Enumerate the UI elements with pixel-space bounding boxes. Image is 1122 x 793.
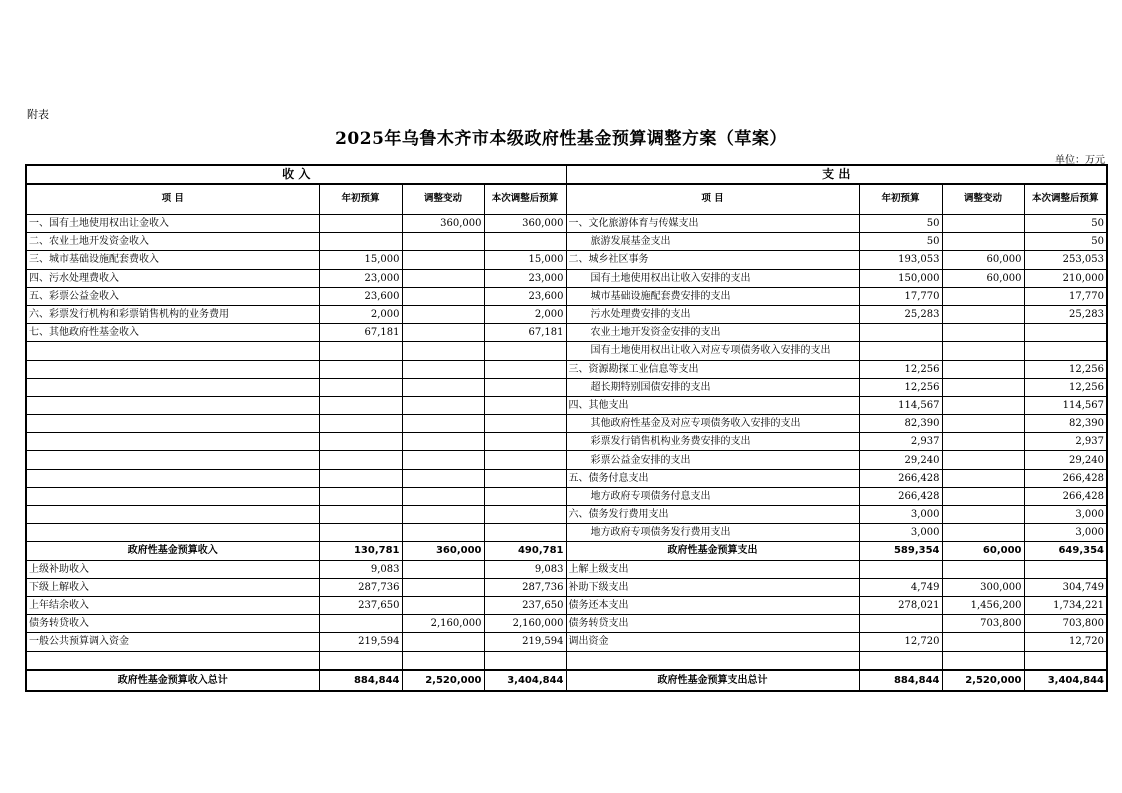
expense-change-cell: [942, 360, 1024, 378]
expense-item-cell: 旅游发展基金支出: [566, 233, 859, 251]
expense-item-cell: 上解上级支出: [566, 560, 859, 578]
expense-initial-cell: 266,428: [859, 487, 942, 505]
expense-item-cell: 三、资源勘探工业信息等支出: [566, 360, 859, 378]
expense-item-cell: 补助下级支出: [566, 578, 859, 596]
income-initial-cell: [319, 451, 402, 469]
expense-change-cell: 60,000: [942, 251, 1024, 269]
expense-adjusted-cell: 3,404,844: [1024, 670, 1107, 691]
income-initial-cell: 219,594: [319, 633, 402, 651]
income-initial-cell: [319, 396, 402, 414]
expense-adjusted-cell: 12,256: [1024, 360, 1107, 378]
expense-item-cell: 政府性基金预算支出: [566, 542, 859, 560]
income-change-cell: [402, 251, 484, 269]
expense-initial-cell: 12,720: [859, 633, 942, 651]
income-adjusted-cell: 360,000: [484, 215, 566, 233]
expense-initial-cell: [859, 651, 942, 670]
budget-table: [25, 164, 1108, 692]
income-adjusted-cell: [484, 415, 566, 433]
income-adjusted-cell: [484, 469, 566, 487]
expense-initial-cell: 17,770: [859, 287, 942, 305]
table-row: [26, 651, 1107, 670]
expense-initial-cell: 266,428: [859, 469, 942, 487]
page-title: 2025年乌鲁木齐市本级政府性基金预算调整方案（草案）: [335, 129, 787, 149]
table-row: [26, 415, 1107, 433]
income-adjusted-cell: [484, 433, 566, 451]
expense-change-cell: [942, 469, 1024, 487]
income-adjusted-cell: 23,600: [484, 287, 566, 305]
income-initial-header: 年初预算: [319, 184, 402, 215]
expense-adjusted-cell: 29,240: [1024, 451, 1107, 469]
income-item-cell: 政府性基金预算收入总计: [26, 670, 319, 691]
table-row: [26, 451, 1107, 469]
income-adjusted-cell: 287,736: [484, 578, 566, 596]
income-adjusted-cell: 219,594: [484, 633, 566, 651]
expense-change-cell: [942, 215, 1024, 233]
income-change-cell: [402, 469, 484, 487]
expense-adjusted-cell: [1024, 560, 1107, 578]
income-item-cell: [26, 342, 319, 360]
table-row: [26, 633, 1107, 651]
expense-change-cell: [942, 433, 1024, 451]
expense-change-cell: 60,000: [942, 542, 1024, 560]
expense-change-cell: [942, 415, 1024, 433]
expense-change-cell: [942, 378, 1024, 396]
income-initial-cell: 9,083: [319, 560, 402, 578]
expense-adjusted-cell: 12,256: [1024, 378, 1107, 396]
income-initial-cell: 23,000: [319, 269, 402, 287]
income-section-header: 收 入: [26, 165, 566, 184]
table-row: [26, 506, 1107, 524]
income-initial-cell: [319, 415, 402, 433]
income-adjusted-cell: 490,781: [484, 542, 566, 560]
expense-adjusted-cell: 114,567: [1024, 396, 1107, 414]
expense-item-cell: 彩票公益金安排的支出: [566, 451, 859, 469]
expense-initial-cell: [859, 560, 942, 578]
expense-item-cell: 债务还本支出: [566, 596, 859, 614]
expense-initial-cell: 3,000: [859, 506, 942, 524]
income-change-cell: [402, 287, 484, 305]
income-initial-cell: 2,000: [319, 305, 402, 323]
expense-change-cell: [942, 560, 1024, 578]
income-adjusted-cell: [484, 233, 566, 251]
income-change-cell: 360,000: [402, 542, 484, 560]
expense-item-cell: 农业土地开发资金安排的支出: [566, 324, 859, 342]
expense-item-cell: 政府性基金预算支出总计: [566, 670, 859, 691]
income-item-cell: 四、污水处理费收入: [26, 269, 319, 287]
expense-adjusted-cell: 17,770: [1024, 287, 1107, 305]
expense-adjusted-cell: 2,937: [1024, 433, 1107, 451]
expense-item-cell: 二、城乡社区事务: [566, 251, 859, 269]
income-initial-cell: [319, 215, 402, 233]
income-adjusted-cell: 2,000: [484, 305, 566, 323]
income-adjusted-cell: [484, 524, 566, 542]
income-change-cell: [402, 596, 484, 614]
income-item-cell: [26, 451, 319, 469]
income-change-cell: [402, 324, 484, 342]
expense-change-cell: [942, 305, 1024, 323]
expense-item-cell: 国有土地使用权出让收入安排的支出: [566, 269, 859, 287]
expense-change-cell: 300,000: [942, 578, 1024, 596]
income-initial-cell: [319, 524, 402, 542]
expense-item-cell: 调出资金: [566, 633, 859, 651]
expense-item-cell: 五、债务付息支出: [566, 469, 859, 487]
income-item-cell: [26, 360, 319, 378]
expense-initial-cell: 29,240: [859, 451, 942, 469]
income-item-cell: 一、国有土地使用权出让金收入: [26, 215, 319, 233]
expense-adjusted-cell: 266,428: [1024, 487, 1107, 505]
income-item-cell: 上级补助收入: [26, 560, 319, 578]
expense-change-cell: [942, 233, 1024, 251]
income-adjusted-cell: 15,000: [484, 251, 566, 269]
income-adjusted-cell: 3,404,844: [484, 670, 566, 691]
income-adjusted-cell: 23,000: [484, 269, 566, 287]
income-adjusted-cell: 2,160,000: [484, 615, 566, 633]
income-item-cell: [26, 506, 319, 524]
income-item-cell: [26, 433, 319, 451]
expense-item-cell: 地方政府专项债务发行费用支出: [566, 524, 859, 542]
income-change-cell: [402, 487, 484, 505]
expense-initial-cell: [859, 615, 942, 633]
income-initial-cell: [319, 615, 402, 633]
expense-adjusted-cell: 3,000: [1024, 506, 1107, 524]
income-adjusted-cell: 9,083: [484, 560, 566, 578]
expense-section-header: 支 出: [566, 165, 1107, 184]
table-row: [26, 615, 1107, 633]
expense-change-cell: [942, 396, 1024, 414]
income-initial-cell: [319, 360, 402, 378]
expense-change-header: 调整变动: [942, 184, 1024, 215]
expense-item-cell: 债务转贷支出: [566, 615, 859, 633]
expense-change-cell: [942, 487, 1024, 505]
expense-initial-cell: 150,000: [859, 269, 942, 287]
table-row: [26, 524, 1107, 542]
table-row: [26, 269, 1107, 287]
income-initial-cell: [319, 506, 402, 524]
expense-change-cell: 703,800: [942, 615, 1024, 633]
income-item-cell: [26, 396, 319, 414]
table-row: [26, 324, 1107, 342]
expense-adjusted-cell: 1,734,221: [1024, 596, 1107, 614]
income-adjusted-cell: [484, 396, 566, 414]
income-change-cell: [402, 342, 484, 360]
income-item-cell: [26, 651, 319, 670]
table-row: [26, 433, 1107, 451]
income-adjusted-cell: [484, 342, 566, 360]
expense-adjusted-cell: 304,749: [1024, 578, 1107, 596]
table-row: [26, 342, 1107, 360]
table-row: [26, 596, 1107, 614]
expense-adjusted-cell: [1024, 342, 1107, 360]
expense-initial-cell: 193,053: [859, 251, 942, 269]
expense-change-cell: [942, 451, 1024, 469]
expense-change-cell: [942, 287, 1024, 305]
expense-item-cell: [566, 651, 859, 670]
income-initial-cell: 15,000: [319, 251, 402, 269]
income-item-cell: 六、彩票发行机构和彩票销售机构的业务费用: [26, 305, 319, 323]
expense-initial-cell: 12,256: [859, 360, 942, 378]
expense-initial-header: 年初预算: [859, 184, 942, 215]
income-change-cell: 360,000: [402, 215, 484, 233]
expense-initial-cell: 50: [859, 215, 942, 233]
expense-adjusted-cell: 82,390: [1024, 415, 1107, 433]
income-item-cell: [26, 487, 319, 505]
income-initial-cell: [319, 433, 402, 451]
income-item-cell: [26, 524, 319, 542]
income-change-cell: [402, 433, 484, 451]
unit-label: 单位：万元: [1055, 155, 1105, 166]
expense-adjusted-header: 本次调整后预算: [1024, 184, 1107, 215]
expense-initial-cell: 12,256: [859, 378, 942, 396]
income-item-cell: 债务转贷收入: [26, 615, 319, 633]
expense-change-cell: [942, 633, 1024, 651]
table-row: [26, 396, 1107, 414]
expense-adjusted-cell: 266,428: [1024, 469, 1107, 487]
table-row: [26, 287, 1107, 305]
income-initial-cell: 287,736: [319, 578, 402, 596]
income-change-cell: [402, 506, 484, 524]
expense-item-cell: 地方政府专项债务付息支出: [566, 487, 859, 505]
table-row: [26, 378, 1107, 396]
table-row: [26, 305, 1107, 323]
expense-item-cell: 六、债务发行费用支出: [566, 506, 859, 524]
income-change-cell: [402, 360, 484, 378]
expense-change-cell: [942, 506, 1024, 524]
expense-initial-cell: 2,937: [859, 433, 942, 451]
expense-change-cell: 1,456,200: [942, 596, 1024, 614]
income-item-cell: 七、其他政府性基金收入: [26, 324, 319, 342]
income-change-cell: [402, 633, 484, 651]
income-adjusted-cell: 237,650: [484, 596, 566, 614]
expense-initial-cell: [859, 324, 942, 342]
table-row: [26, 469, 1107, 487]
income-change-cell: [402, 396, 484, 414]
income-adjusted-cell: [484, 360, 566, 378]
income-change-cell: 2,160,000: [402, 615, 484, 633]
expense-change-cell: 60,000: [942, 269, 1024, 287]
expense-item-cell: 超长期特别国债安排的支出: [566, 378, 859, 396]
income-initial-cell: 130,781: [319, 542, 402, 560]
expense-initial-cell: 50: [859, 233, 942, 251]
subtotal-row: [26, 542, 1107, 560]
attachment-label: 附表: [27, 108, 49, 121]
expense-item-cell: 四、其他支出: [566, 396, 859, 414]
expense-adjusted-cell: 25,283: [1024, 305, 1107, 323]
income-initial-cell: 23,600: [319, 287, 402, 305]
expense-adjusted-cell: 50: [1024, 215, 1107, 233]
expense-change-cell: [942, 524, 1024, 542]
expense-adjusted-cell: 3,000: [1024, 524, 1107, 542]
income-item-cell: [26, 378, 319, 396]
income-initial-cell: [319, 651, 402, 670]
income-adjusted-cell: [484, 651, 566, 670]
expense-adjusted-cell: 703,800: [1024, 615, 1107, 633]
income-initial-cell: 67,181: [319, 324, 402, 342]
income-item-cell: [26, 469, 319, 487]
income-initial-cell: [319, 233, 402, 251]
income-item-cell: 政府性基金预算收入: [26, 542, 319, 560]
income-item-cell: [26, 415, 319, 433]
expense-initial-cell: 82,390: [859, 415, 942, 433]
table-row: [26, 487, 1107, 505]
income-change-cell: [402, 524, 484, 542]
income-item-header: 项 目: [26, 184, 319, 215]
expense-adjusted-cell: 210,000: [1024, 269, 1107, 287]
expense-change-cell: [942, 342, 1024, 360]
expense-initial-cell: 114,567: [859, 396, 942, 414]
income-adjusted-cell: 67,181: [484, 324, 566, 342]
income-change-cell: [402, 451, 484, 469]
income-adjusted-cell: [484, 378, 566, 396]
expense-adjusted-cell: [1024, 651, 1107, 670]
income-adjusted-cell: [484, 487, 566, 505]
income-change-header: 调整变动: [402, 184, 484, 215]
expense-initial-cell: 25,283: [859, 305, 942, 323]
income-item-cell: 下级上解收入: [26, 578, 319, 596]
table-row: [26, 360, 1107, 378]
income-adjusted-cell: [484, 451, 566, 469]
table-row: [26, 233, 1107, 251]
income-change-cell: [402, 305, 484, 323]
income-initial-cell: [319, 378, 402, 396]
expense-initial-cell: 4,749: [859, 578, 942, 596]
table-row: [26, 578, 1107, 596]
income-change-cell: [402, 578, 484, 596]
expense-item-cell: 一、文化旅游体育与传媒支出: [566, 215, 859, 233]
table-row: [26, 215, 1107, 233]
income-item-cell: 上年结余收入: [26, 596, 319, 614]
expense-adjusted-cell: 253,053: [1024, 251, 1107, 269]
income-initial-cell: [319, 469, 402, 487]
expense-item-cell: 国有土地使用权出让收入对应专项债务收入安排的支出: [566, 342, 859, 360]
expense-change-cell: 2,520,000: [942, 670, 1024, 691]
income-item-cell: 五、彩票公益金收入: [26, 287, 319, 305]
expense-item-cell: 城市基础设施配套费安排的支出: [566, 287, 859, 305]
expense-item-cell: 彩票发行销售机构业务费安排的支出: [566, 433, 859, 451]
income-change-cell: [402, 378, 484, 396]
expense-item-header: 项 目: [566, 184, 859, 215]
expense-change-cell: [942, 651, 1024, 670]
expense-adjusted-cell: 649,354: [1024, 542, 1107, 560]
income-item-cell: 一般公共预算调入资金: [26, 633, 319, 651]
expense-initial-cell: 884,844: [859, 670, 942, 691]
expense-item-cell: 污水处理费安排的支出: [566, 305, 859, 323]
income-initial-cell: 237,650: [319, 596, 402, 614]
expense-adjusted-cell: [1024, 324, 1107, 342]
expense-change-cell: [942, 324, 1024, 342]
grand-total-row: [26, 670, 1107, 691]
income-initial-cell: 884,844: [319, 670, 402, 691]
expense-item-cell: 其他政府性基金及对应专项债务收入安排的支出: [566, 415, 859, 433]
income-change-cell: [402, 560, 484, 578]
expense-initial-cell: 589,354: [859, 542, 942, 560]
income-change-cell: [402, 651, 484, 670]
income-item-cell: 二、农业土地开发资金收入: [26, 233, 319, 251]
income-change-cell: [402, 269, 484, 287]
table-row: [26, 251, 1107, 269]
income-adjusted-header: 本次调整后预算: [484, 184, 566, 215]
income-initial-cell: [319, 342, 402, 360]
column-header-row: [26, 184, 1107, 215]
income-item-cell: 三、城市基础设施配套费收入: [26, 251, 319, 269]
expense-initial-cell: [859, 342, 942, 360]
expense-initial-cell: 3,000: [859, 524, 942, 542]
table-row: [26, 560, 1107, 578]
income-initial-cell: [319, 487, 402, 505]
section-header-row: [26, 165, 1107, 184]
income-change-cell: 2,520,000: [402, 670, 484, 691]
expense-adjusted-cell: 50: [1024, 233, 1107, 251]
expense-initial-cell: 278,021: [859, 596, 942, 614]
income-change-cell: [402, 233, 484, 251]
income-adjusted-cell: [484, 506, 566, 524]
expense-adjusted-cell: 12,720: [1024, 633, 1107, 651]
income-change-cell: [402, 415, 484, 433]
